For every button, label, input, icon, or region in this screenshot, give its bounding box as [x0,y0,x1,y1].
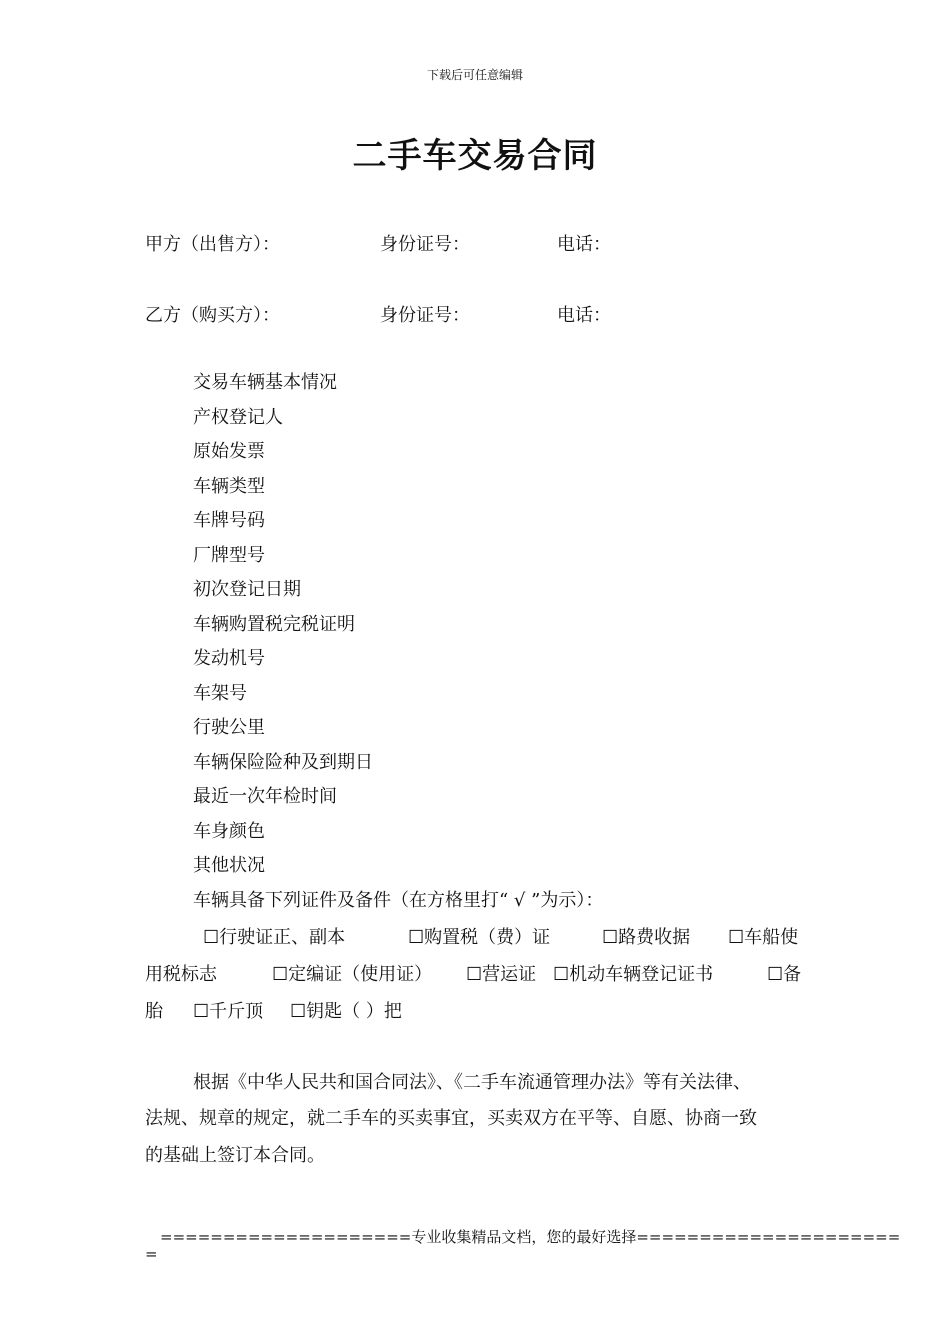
intro-line: 法规、规章的规定，就二手车的买卖事宜，买卖双方在平等、自愿、协商一致 [145,1108,757,1129]
footer-banner: ====================专业收集精品文档，您的最好选择===================== [160,1228,901,1246]
list-item: 行驶公里 [193,717,265,738]
list-item: 最近一次年检时间 [193,786,337,807]
vehicle-info-list [193,370,603,922]
list-item: 原始发票 [193,441,265,462]
header-note: 下载后可任意编辑 [426,68,523,82]
list-item: 发动机号 [193,648,265,669]
certificate-item: ☐机动车辆登记证书 [553,964,714,985]
certificate-item: ☐定编证（使用证） [272,964,433,985]
party-a-phone-label: 电话： [557,234,611,255]
list-item: 车身颜色 [193,820,265,842]
certificate-item: ☐行驶证正、副本 [203,927,346,948]
list-item: 车辆保险险种及到期日 [193,751,373,773]
certificate-item: ☐千斤顶 [193,1001,264,1022]
certificate-item: ☐钥匙（ ）把 [290,1001,402,1022]
party-b-id-label: 身份证号： [380,305,470,326]
list-item: 产权登记人 [193,406,283,428]
list-item: 车架号 [193,682,247,704]
list-item: 其他状况 [193,855,265,876]
list-item: 初次登记日期 [193,579,301,600]
intro-line: 的基础上签订本合同。 [145,1145,325,1166]
certificate-item: ☐路费收据 [602,927,691,948]
list-item: 车牌号码 [193,510,265,531]
document-title: 二手车交易合同 [352,136,598,176]
certificate-item: ☐车船使 [728,927,799,948]
certificate-item: 用税标志 [145,964,217,985]
party-a-label: 甲方（出售方）： [145,234,280,255]
party-a-id-label: 身份证号： [380,234,470,255]
list-item: 车辆购置税完税证明 [193,613,355,635]
certificate-item: 胎 [145,1001,163,1022]
party-b-label: 乙方（购买方）： [145,305,280,326]
list-item: 交易车辆基本情况 [193,372,337,393]
list-item: 车辆类型 [193,475,265,497]
party-b-phone-label: 电话： [557,305,611,326]
certificate-item: ☐备 [767,964,802,985]
certificate-item: ☐购置税（费）证 [408,927,551,948]
intro-line: 根据《中华人民共和国合同法》、《二手车流通管理办法》等有关法律、 [193,1072,751,1093]
list-item: 车辆具备下列证件及备件（在方格里打“ √ ”为示）： [193,889,604,911]
list-item: 厂牌型号 [193,544,265,566]
certificate-item: ☐营运证 [466,964,537,985]
footer-banner-tail: = [145,1245,158,1263]
